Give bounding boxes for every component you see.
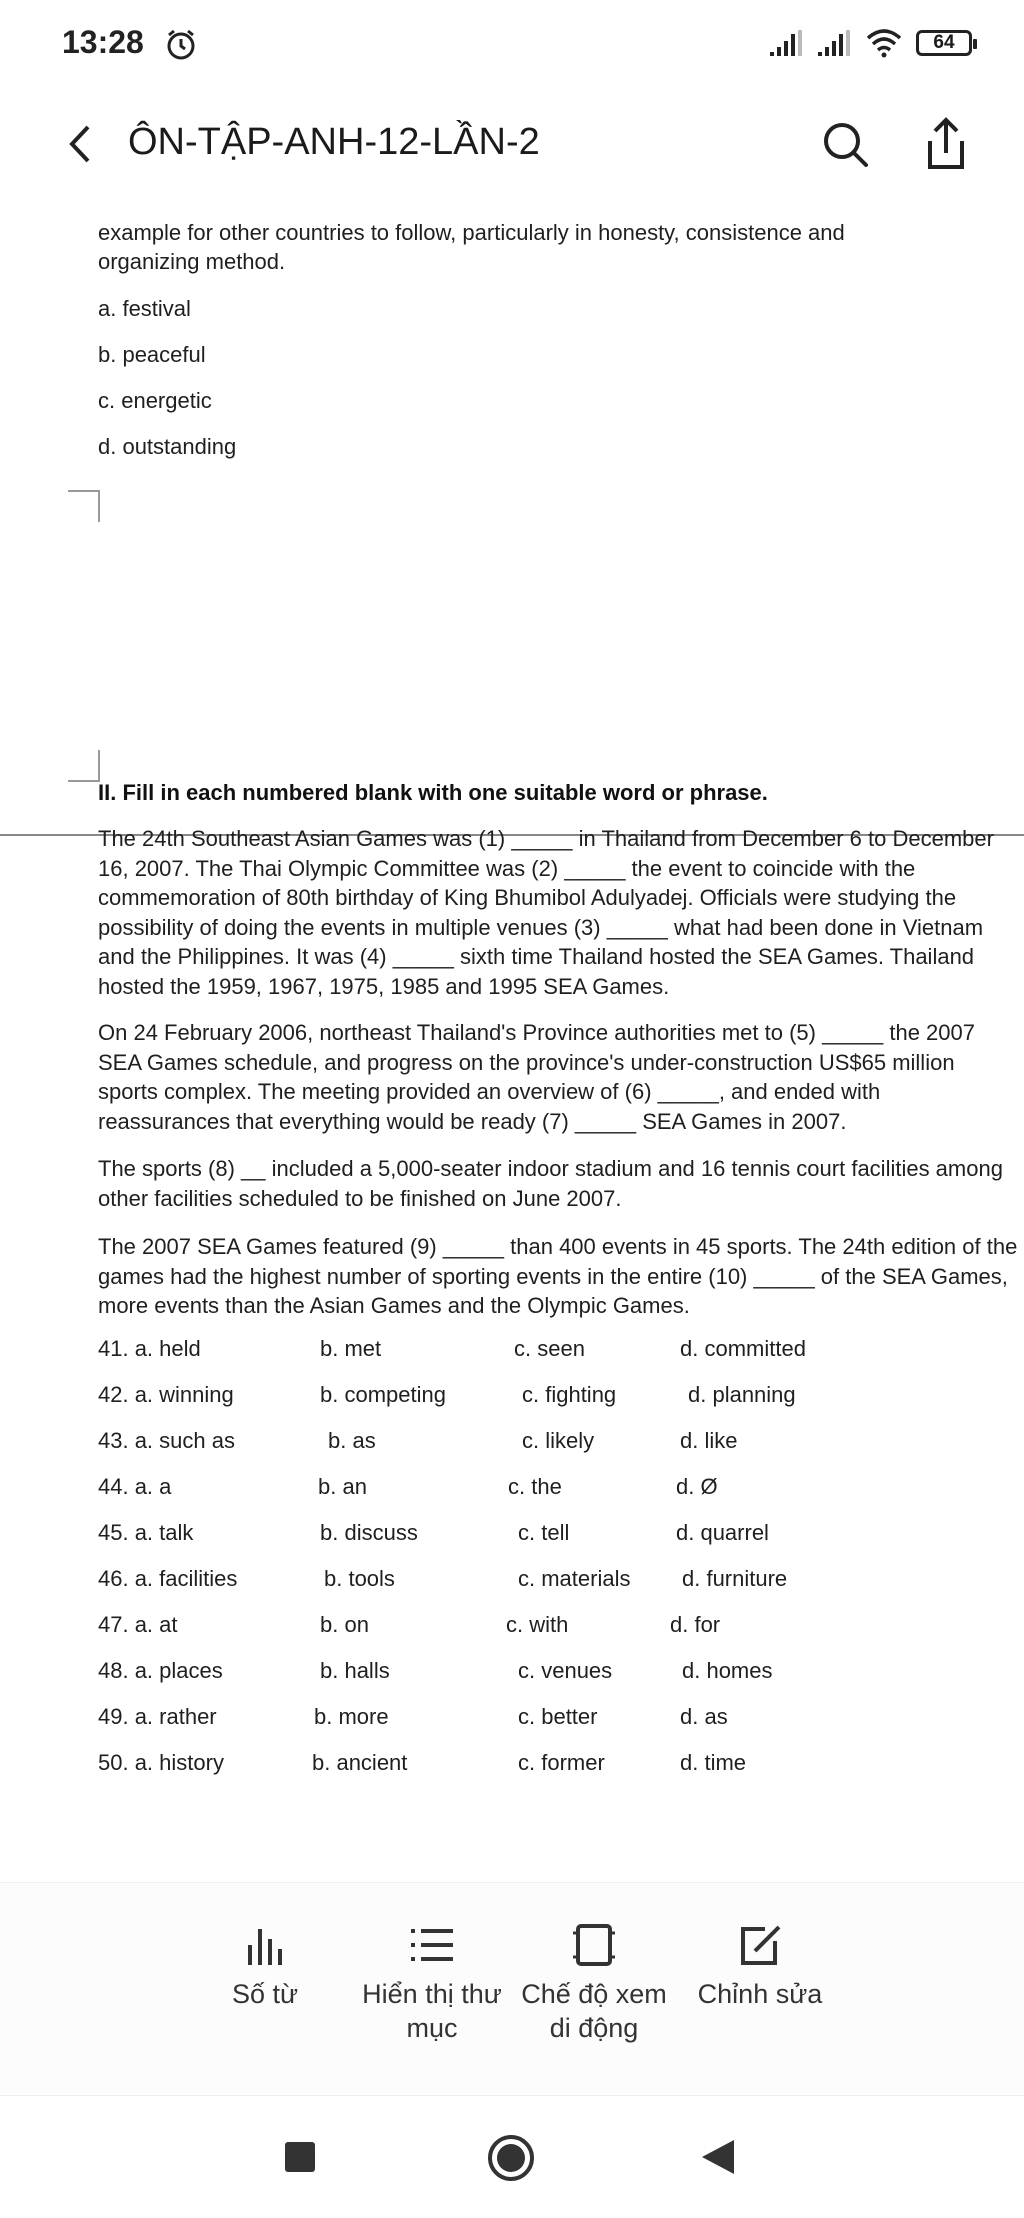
option-a: 44. a. a — [98, 1474, 172, 1499]
option-d: d. for — [670, 1612, 721, 1637]
option-c: c. materials — [518, 1566, 631, 1591]
option-b: b. discuss — [320, 1520, 418, 1545]
recents-button[interactable] — [284, 2141, 316, 2173]
option-c: c. seen — [514, 1336, 585, 1361]
option-c: c. venues — [518, 1658, 613, 1683]
word-count-button[interactable] — [220, 1923, 310, 2011]
search-icon — [818, 117, 874, 173]
status-icons — [768, 28, 972, 58]
option-a: 50. a. history — [98, 1750, 224, 1775]
word-count-label: Số từ — [231, 1979, 299, 2009]
edit-button[interactable] — [690, 1923, 830, 2011]
show-toc-label-line-1: Hiển thị thư — [362, 1979, 502, 2009]
option-c: c. tell — [518, 1520, 570, 1545]
app-bar — [0, 105, 1024, 185]
system-nav-bar — [0, 2095, 1024, 2218]
status-bar — [0, 0, 1024, 92]
option-c: c. with — [506, 1612, 569, 1637]
home-button[interactable] — [486, 2133, 536, 2183]
mobile-view-icon — [569, 1923, 619, 1967]
option-b: b. more — [314, 1704, 389, 1729]
list-icon — [407, 1923, 457, 1967]
mobile-view-label-line-2: di động — [549, 2013, 639, 2043]
mobile-view-button[interactable] — [516, 1923, 672, 2045]
chevron-left-icon — [56, 119, 106, 169]
alarm-icon — [164, 28, 198, 67]
prev-question-line-2: organizing method. — [98, 249, 286, 274]
bottom-toolbar — [0, 1882, 1024, 2093]
back-button[interactable] — [56, 119, 106, 169]
option-a: 42. a. winning — [98, 1382, 234, 1407]
edit-label: Chỉnh sửa — [697, 1979, 823, 2009]
option-a: 41. a. held — [98, 1336, 201, 1361]
option-d: d. homes — [682, 1658, 773, 1683]
option-a: 49. a. rather — [98, 1704, 217, 1729]
option-d: d. planning — [688, 1382, 796, 1407]
wifi-icon — [864, 28, 904, 58]
square-icon — [284, 2141, 316, 2173]
option-d: d. time — [680, 1750, 747, 1775]
prev-option-b: b. peaceful — [98, 342, 206, 367]
edit-icon — [735, 1923, 785, 1967]
show-toc-button[interactable] — [352, 1923, 512, 2045]
option-a: 47. a. at — [98, 1612, 178, 1637]
option-d: d. as — [680, 1704, 728, 1729]
option-c: c. former — [518, 1750, 605, 1775]
prev-option-a: a. festival — [98, 296, 191, 321]
share-button[interactable] — [918, 115, 974, 175]
paragraph-3: The sports (8) __ included a 5,000-seater indoor stadium and 16 tennis court facilities among other facilities scheduled to be finished on June 2007. — [98, 1156, 1003, 1211]
home-circle-icon — [486, 2133, 536, 2183]
share-icon — [918, 115, 974, 175]
prev-option-d: d. outstanding — [98, 434, 237, 459]
paragraph-2: On 24 February 2006, northeast Thailand's Province authorities met to (5) _____ the 2007 SEA Games schedule, and progress on the province's under-construction US$65 million sports complex. The meeting provided an overview of (6) _____, and ended with reassurances that everything would be ready (7) _____ SEA Games in 2007. — [98, 1020, 975, 1134]
option-b: b. as — [328, 1428, 376, 1453]
prev-question-line-1: example for other countries to follow, particularly in honesty, consistence and — [98, 220, 845, 245]
search-button[interactable] — [818, 117, 874, 173]
option-c: c. better — [518, 1704, 598, 1729]
mobile-view-label-line-1: Chế độ xem — [521, 1979, 667, 2009]
option-b: b. on — [320, 1612, 369, 1637]
option-a: 46. a. facilities — [98, 1566, 238, 1591]
option-b: b. met — [320, 1336, 382, 1361]
option-a: 43. a. such as — [98, 1428, 235, 1453]
page-corner-mark — [68, 750, 100, 782]
status-time: 13:28 — [62, 24, 144, 60]
signal-icon-2 — [816, 28, 852, 58]
option-b: b. an — [318, 1474, 367, 1499]
option-c: c. fighting — [522, 1382, 617, 1407]
option-d: d. like — [680, 1428, 738, 1453]
section-heading: II. Fill in each numbered blank with one suitable word or phrase. — [98, 780, 768, 805]
bar-chart-icon — [240, 1923, 290, 1967]
document-title: ÔN-TẬP-ANH-12-LẦN-2 — [128, 121, 540, 163]
back-nav-button[interactable] — [700, 2138, 736, 2176]
option-b: b. competing — [320, 1382, 446, 1407]
option-b: b. ancient — [312, 1750, 408, 1775]
option-d: d. Ø — [676, 1474, 718, 1499]
option-d: d. quarrel — [676, 1520, 769, 1545]
option-a: 45. a. talk — [98, 1520, 194, 1545]
signal-icon — [768, 28, 804, 58]
option-b: b. tools — [324, 1566, 395, 1591]
paragraph-4: The 2007 SEA Games featured (9) _____ than 400 events in 45 sports. The 24th edition of the games had the highest number of sporting events in the entire (10) _____ of the SEA Games, more events than the Asian Games and the Olympic Games. — [98, 1234, 1018, 1318]
battery-level: 64 — [933, 32, 955, 53]
prev-option-c: c. energetic — [98, 388, 212, 413]
option-c: c. the — [508, 1474, 562, 1499]
paragraph-1: The 24th Southeast Asian Games was (1) _____ in Thailand from December 6 to December 16, 2007. The Thai Olympic Committee was (2) _____ the event to coincide with the commemoration of 80th birthday of King Bhumibol Adulyadej. Officials were studying the possibility of doing the events in multiple venues (3) _____ what had been done in Vietnam and the Philippines. It was (4) _____ sixth time Thailand hosted the SEA Games. Thailand hosted the 1959, 1967, 1975, 1985 and 1995 SEA Games. — [98, 826, 994, 999]
option-b: b. halls — [320, 1658, 390, 1683]
option-a: 48. a. places — [98, 1658, 223, 1683]
triangle-back-icon — [700, 2138, 736, 2176]
battery-icon — [916, 30, 972, 56]
page-corner-mark — [68, 490, 100, 522]
show-toc-label-line-2: mục — [406, 2013, 458, 2043]
option-d: d. furniture — [682, 1566, 788, 1591]
option-c: c. likely — [522, 1428, 595, 1453]
option-d: d. committed — [680, 1336, 806, 1361]
